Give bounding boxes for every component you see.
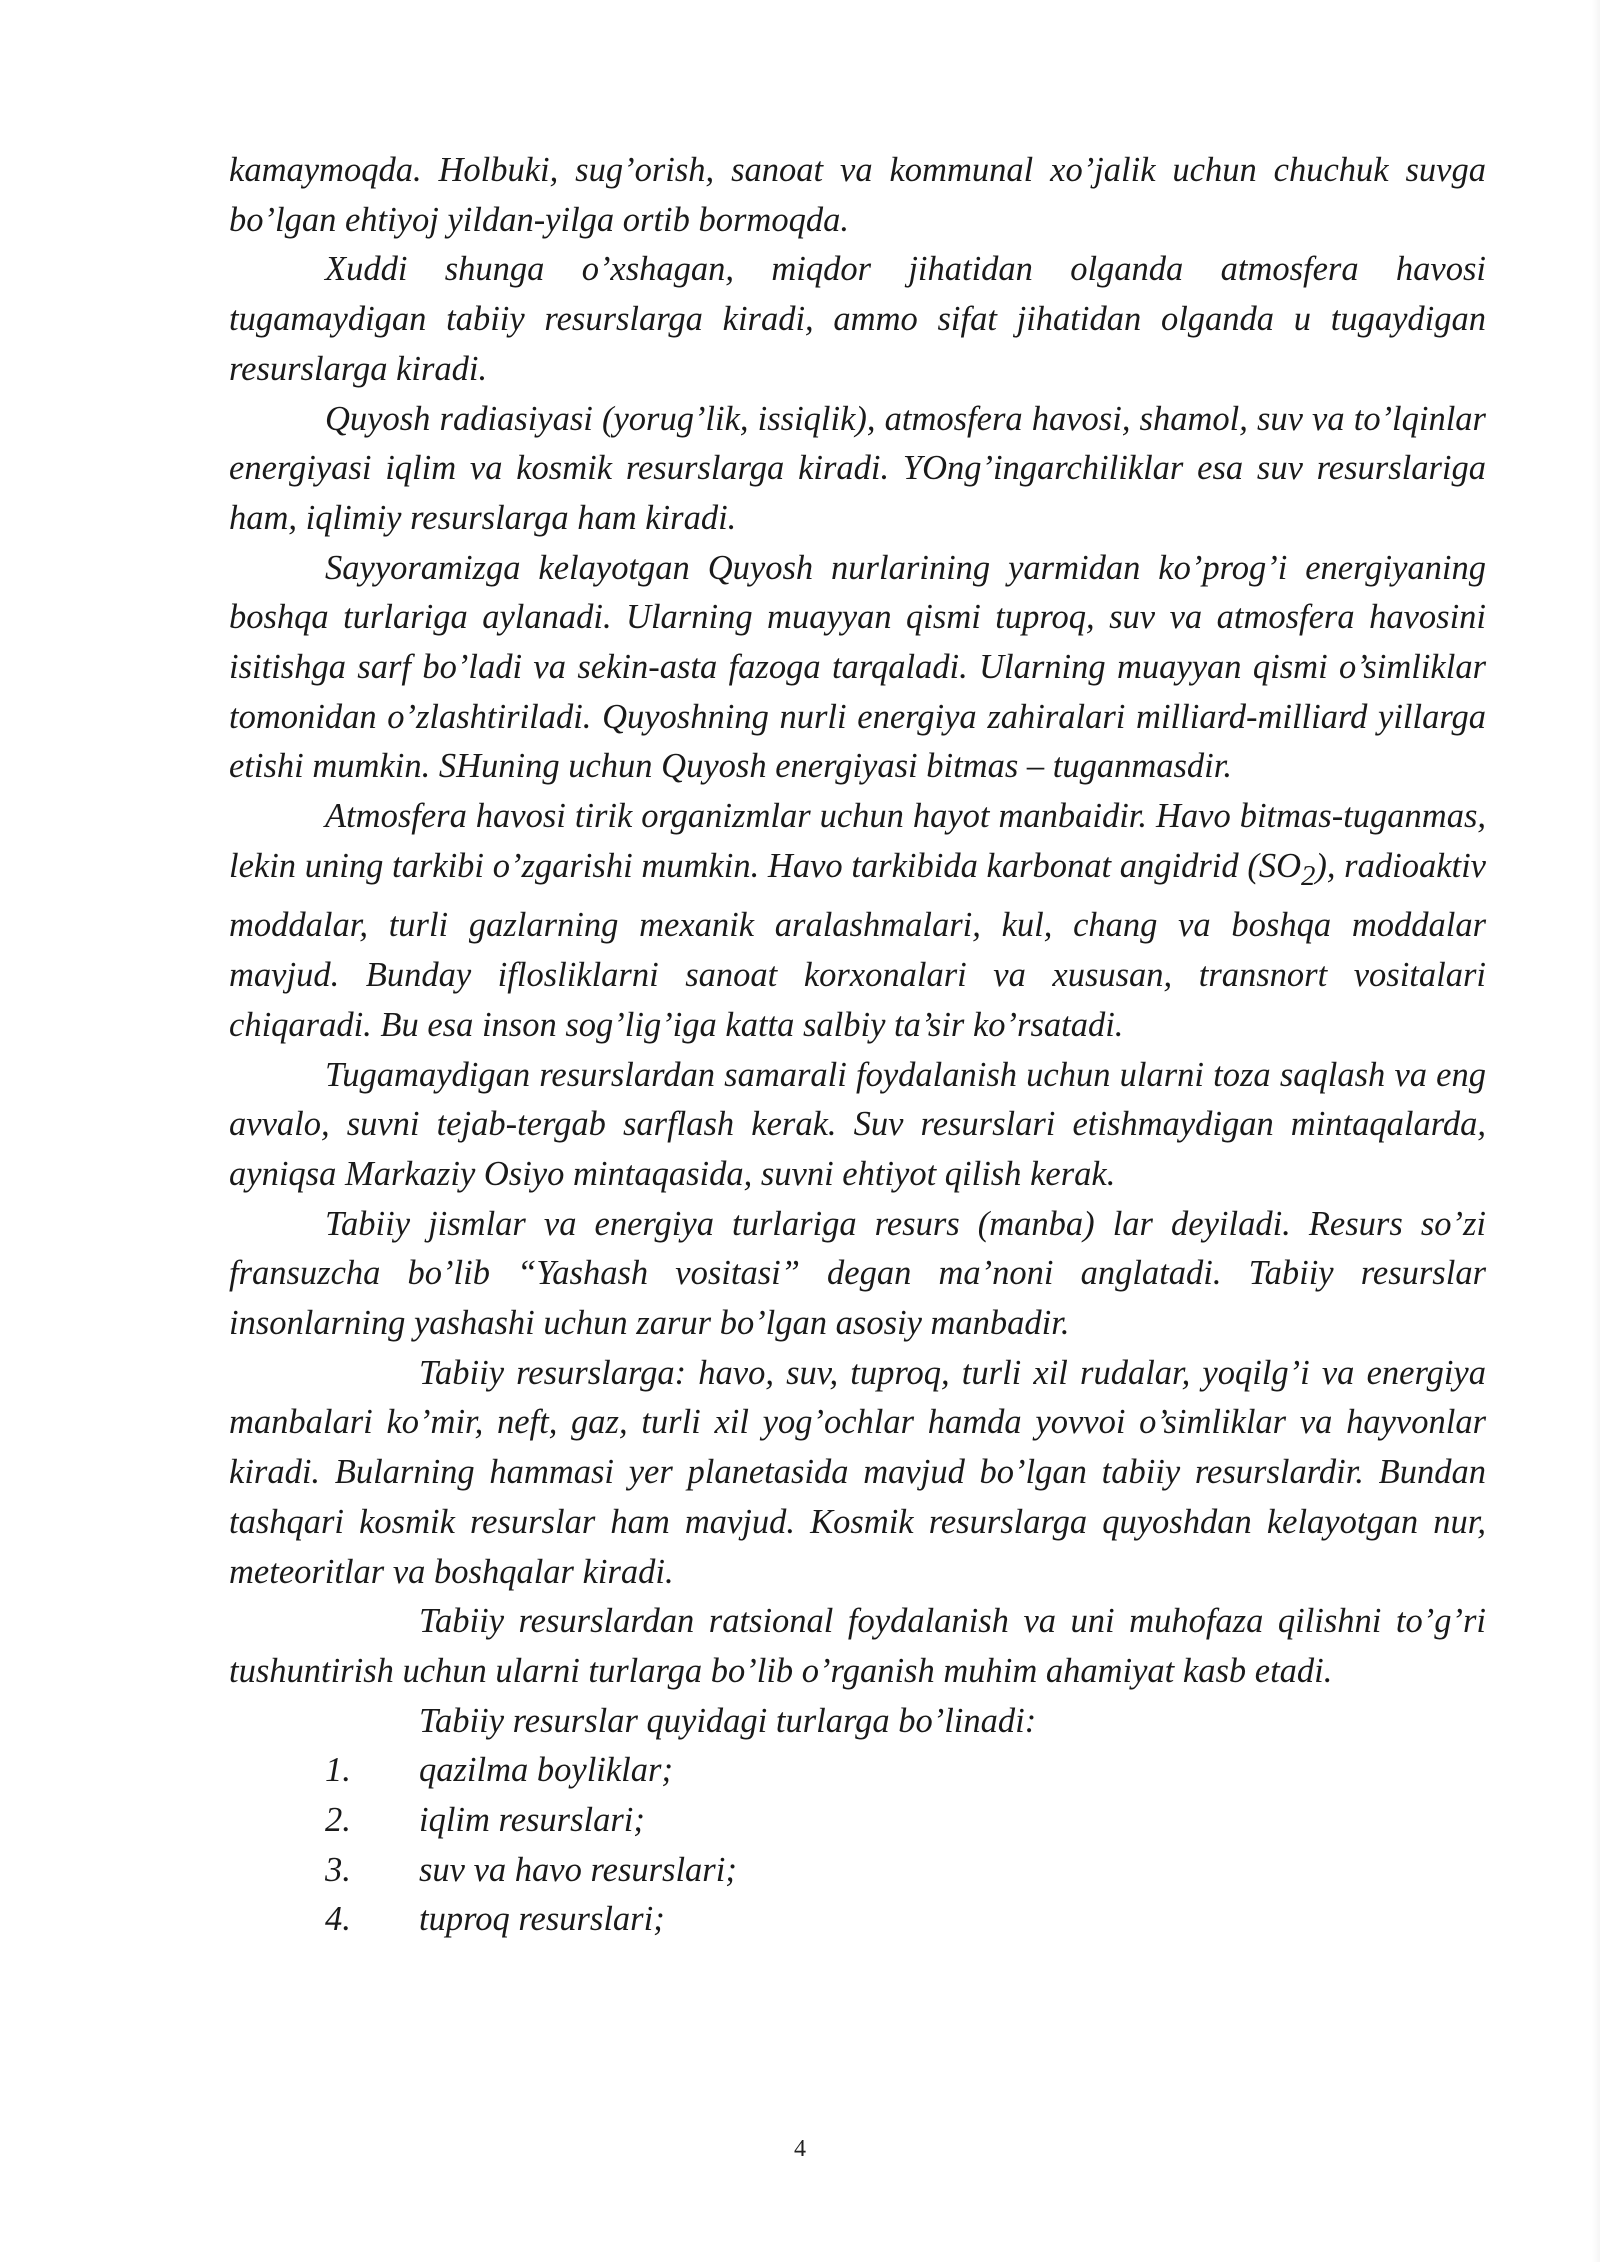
list-item-text: tuproq resurslari; <box>419 1900 665 1939</box>
list-item <box>229 1846 1486 1896</box>
resource-types-list <box>229 1746 1486 1945</box>
list-item <box>229 1895 1486 1945</box>
body-text <box>229 146 1486 1945</box>
paragraph-3: Quyosh radiasiyasi (yorug’lik, issiqlik), atmosfera havosi, shamol, suv va to’lqinlar energiyasi iqlim va kosmik resurslarga kiradi. YOng’ingarchiliklar esa suv resurslariga ham, iqlimiy resurslarga ham kiradi. <box>229 399 1486 537</box>
list-item-text: iqlim resurslari; <box>419 1801 645 1840</box>
paragraph-7: Tabiiy jismlar va energiya turlariga resurs (manba) lar deyiladi. Resurs so’zi fransuzcha bo’lib “Yashash vositasi” degan ma’noni anglatadi. Tabiiy resurslar insonlarning yashashi uchun zarur bo’lgan asosiy manbadir. <box>229 1204 1486 1343</box>
list-intro: Tabiiy resurslar quyidagi turlarga bo’linadi: <box>419 1701 1037 1740</box>
list-item-number: 4. <box>325 1900 351 1939</box>
list-item <box>229 1746 1486 1796</box>
list-item-number: 3. <box>325 1850 351 1889</box>
paragraph-5-text-before: Atmosfera havosi tirik organizmlar uchun hayot manbaidir. Havo bitmas-tuganmas, lekin uning tarkibi o’zgarishi mumkin. Havo tarkibida karbonat angidrid (SO <box>229 797 1486 885</box>
page-edge-shadow <box>1592 0 1600 2262</box>
paragraph-8: Tabiiy resurslarga: havo, suv, tuproq, turli xil rudalar, yoqilg’i va energiya manbalari ko’mir, neft, gaz, turli xil yog’ochlar hamda yovvoi o’simliklar va hayvonlar kiradi. Bularning hammasi yer planetasida mavjud bo’lgan tabiiy resurslardir. Bundan tashqari kosmik resurslar ham mavjud. Kosmik resurslarga quyoshdan kelayotgan nur, meteoritlar va boshqalar kiradi. <box>229 1353 1486 1591</box>
list-item-number: 1. <box>325 1751 351 1790</box>
paragraph-2: Xuddi shunga o’xshagan, miqdor jihatidan olganda atmosfera havosi tugamaydigan tabiiy resurslarga kiradi, ammo sifat jihatidan olganda u tugaydigan resurslarga kiradi. <box>229 250 1486 388</box>
list-item-text: qazilma boyliklar; <box>419 1751 673 1790</box>
paragraph-4: Sayyoramizga kelayotgan Quyosh nurlarining yarmidan ko’prog’i energiyaning boshqa turlariga aylanadi. Ularning muayyan qismi tuproq, suv va atmosfera havosini isitishga sarf bo’ladi va sekin-asta fazoga tarqaladi. Ularning muayyan qismi o’simliklar tomonidan o’zlashtiriladi. Quyoshning nurli energiya zahiralari milliard-milliard yillarga etishi mumkin. SHuning uchun Quyosh energiyasi bitmas – tuganmasdir. <box>229 548 1486 786</box>
page-number: 4 <box>794 2136 806 2162</box>
subscript-two: 2 <box>1301 859 1316 892</box>
paragraph-1: kamaymoqda. Holbuki, sug’orish, sanoat va kommunal xo’jalik uchun chuchuk suvga bo’lgan ehtiyoj yildan-yilga ortib bormoqda. <box>229 151 1486 239</box>
list-item-number: 2. <box>325 1801 351 1840</box>
paragraph-5 <box>229 792 1486 1050</box>
paragraph-9: Tabiiy resurslardan ratsional foydalanish va uni muhofaza qilishni to’g’ri tushuntirish uchun ularni turlarga bo’lib o’rganish muhim ahamiyat kasb etadi. <box>229 1602 1486 1690</box>
paragraph-5-text-after: ), radioaktiv moddalar, turli gazlarning mexanik aralashmalari, kul, chang va boshqa moddalar mavjud. Bunday iflosliklarni sanoat korxonalari va xususan, transnort vositalari chiqaradi. Bu esa inson sog’lig’iga katta salbiy ta’sir ko’rsatadi. <box>229 846 1486 1044</box>
paragraph-6: Tugamaydigan resurslardan samarali foydalanish uchun ularni toza saqlash va eng avvalo, suvni tejab-tergab sarflash kerak. Suv resurslari etishmaydigan mintaqalarda, ayniqsa Markaziy Osiyo mintaqasida, suvni ehtiyot qilish kerak. <box>229 1055 1486 1193</box>
list-item-text: suv va havo resurslari; <box>419 1850 737 1889</box>
list-item <box>229 1796 1486 1846</box>
